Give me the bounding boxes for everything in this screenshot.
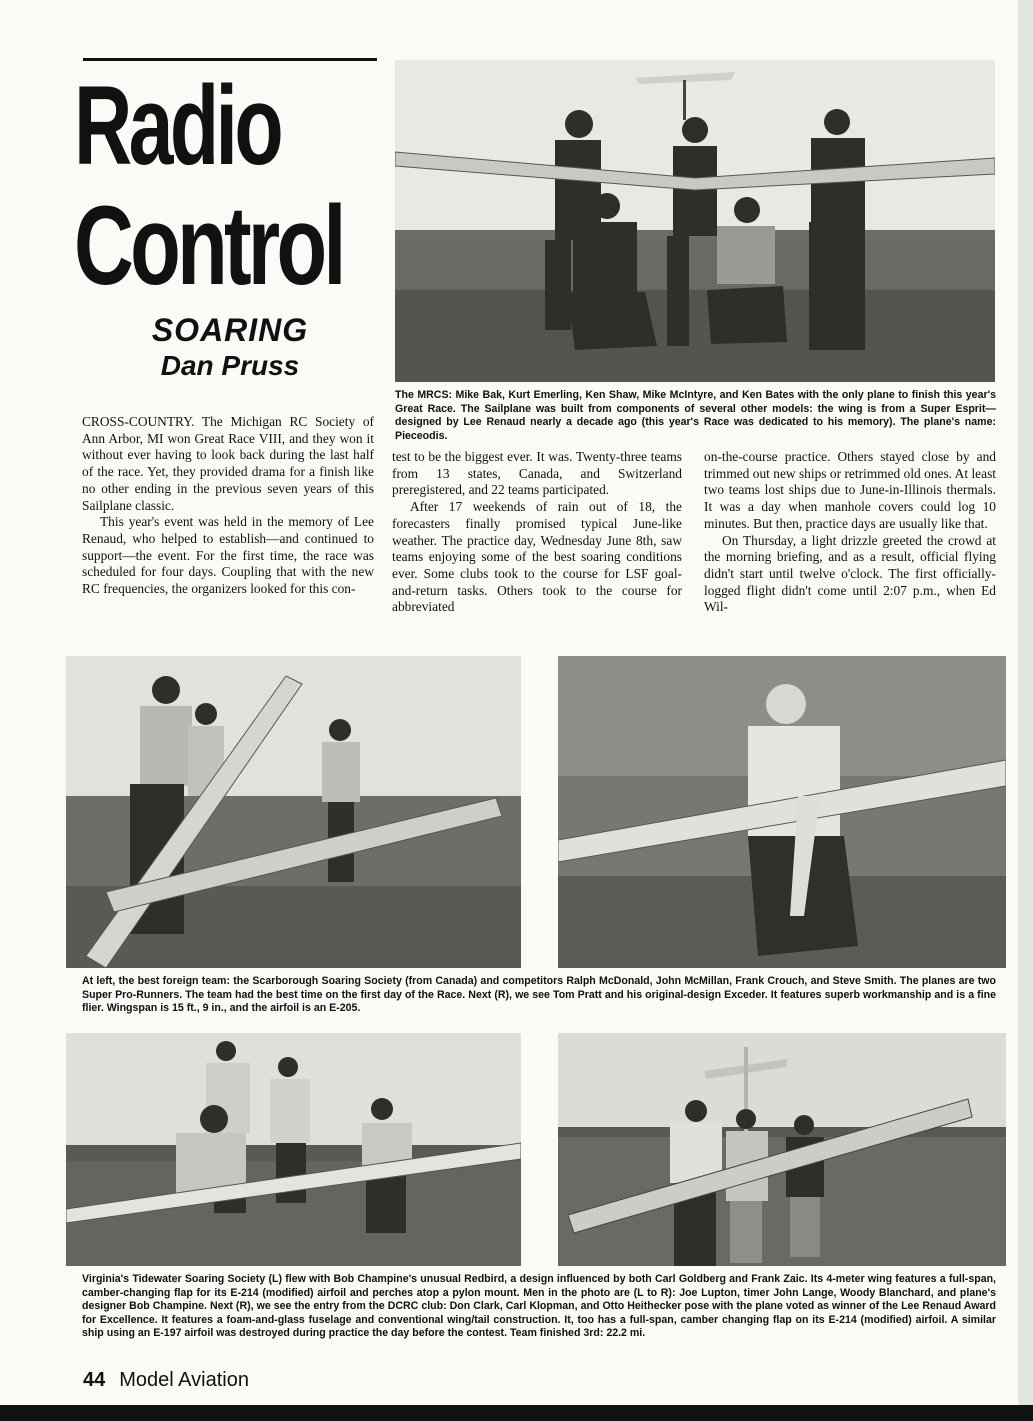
- department-label: SOARING: [151, 312, 309, 348]
- photo-bottom-right: [558, 1033, 1006, 1266]
- body-column-1: [82, 414, 374, 598]
- photo-middle-right: [558, 656, 1006, 968]
- photo-bottom-left: [66, 1033, 521, 1266]
- body-column-2: [392, 449, 682, 616]
- publication-name: Model Aviation: [119, 1369, 249, 1391]
- caption-bottom: Virginia's Tidewater Soaring Society (L) flew with Bob Champine's unusual Redbird, a design influenced by both Carl Goldberg and Frank Zaic. Its 4-meter wing features a full-span, camber-changing flap for its E-214 (modified) airfoil and perches atop a pylon mount. Men in the photo are (L to R): Joe Lupton, timer John Lange, Woody Blanchard, and plane's designer Bob Champine. Next (R), we see the entry from the DCRC club: Don Clark, Carl Klopman, and Otto Heithecker pose with the plane voted as winner of the Lee Renaud Award for Excellence. It features a foam-and-glass fuselage and conventional wing/tail construction. It, too has a full-span, camber changing flap on its E-214 (modified) airfoil. A similar ship using an E-197 airfoil was destroyed during practice the day before the contest. Team finished 3rd: 22.2 mi.: [82, 1273, 996, 1340]
- caption-top: The MRCS: Mike Bak, Kurt Emerling, Ken Shaw, Mike McIntyre, and Ken Bates with the only plane to finish this year's Great Race. The Sailplane was built from components of several other models: the wing is from a Super Esprit—designed by Lee Renaud nearly a decade ago (this year's Race was dedicated to his memory). The plane's name: Pieceodis.: [395, 389, 996, 442]
- col3-paragraph-2: On Thursday, a light drizzle greeted the crowd at the morning briefing, and as a result, official flying didn't start until twelve o'clock. The first officially-logged flight didn't come until 2:07 p.m., when Ed Wil-: [704, 532, 996, 615]
- page-bottom-bar: [0, 1405, 1033, 1421]
- title-line-1: Radio: [74, 63, 281, 188]
- col1-paragraph-1: CROSS-COUNTRY. The Michigan RC Society of Ann Arbor, MI won Great Race VIII, and they won it without ever having to look back during the last half of the race. Yet, they provided drama for a finish like no other ending in the previous seven years of this Sailplane classic.: [82, 414, 374, 513]
- col2-paragraph-2: After 17 weekends of rain out of 18, the forecasters finally promised typical June-like weather. The practice day, Wednesday June 8th, saw teams enjoying some of the best soaring conditions ever. Some clubs took to the course for LSF goal-and-return tasks. Others took to the course for abbreviated: [392, 499, 682, 615]
- body-column-3: [704, 449, 996, 616]
- author-byline: Dan Pruss: [160, 350, 300, 381]
- caption-middle: At left, the best foreign team: the Scarborough Soaring Society (from Canada) and competitors Ralph McDonald, John McMillan, Frank Crouch, and Steve Smith. The planes are two Super Pro-Runners. The team had the best time on the first day of the Race. Next (R), we see Tom Pratt and his original-design Exceder. It features superb workmanship and is a fine flier. Wingspan is 15 ft., 9 in., and the airfoil is an E-205.: [82, 975, 996, 1015]
- page-footer: [83, 1369, 249, 1392]
- col1-paragraph-2: This year's event was held in the memory of Lee Renaud, who helped to establish—and continued to support—the event. For the first time, the race was scheduled for four days. Coupling that with the new RC frequencies, the organizers looked for this con-: [82, 514, 374, 597]
- header-rule: [83, 58, 377, 61]
- photo-middle-left: [66, 656, 521, 968]
- col2-paragraph-1: test to be the biggest ever. It was. Twenty-three teams from 13 states, Canada, and Switzerland preregistered, and 22 teams participated.: [392, 449, 682, 498]
- title-line-2: Control: [74, 183, 343, 308]
- page-number: 44: [83, 1369, 106, 1391]
- photo-top: [395, 60, 995, 382]
- col3-paragraph-1: on-the-course practice. Others stayed close by and trimmed out new ships or retrimmed old ones. At least two teams lost ships due to June-in-Illinois thermals. It was a day when manhole covers could log 10 minutes. But then, practice days are usually like that.: [704, 449, 996, 531]
- page-edge: [1018, 0, 1033, 1405]
